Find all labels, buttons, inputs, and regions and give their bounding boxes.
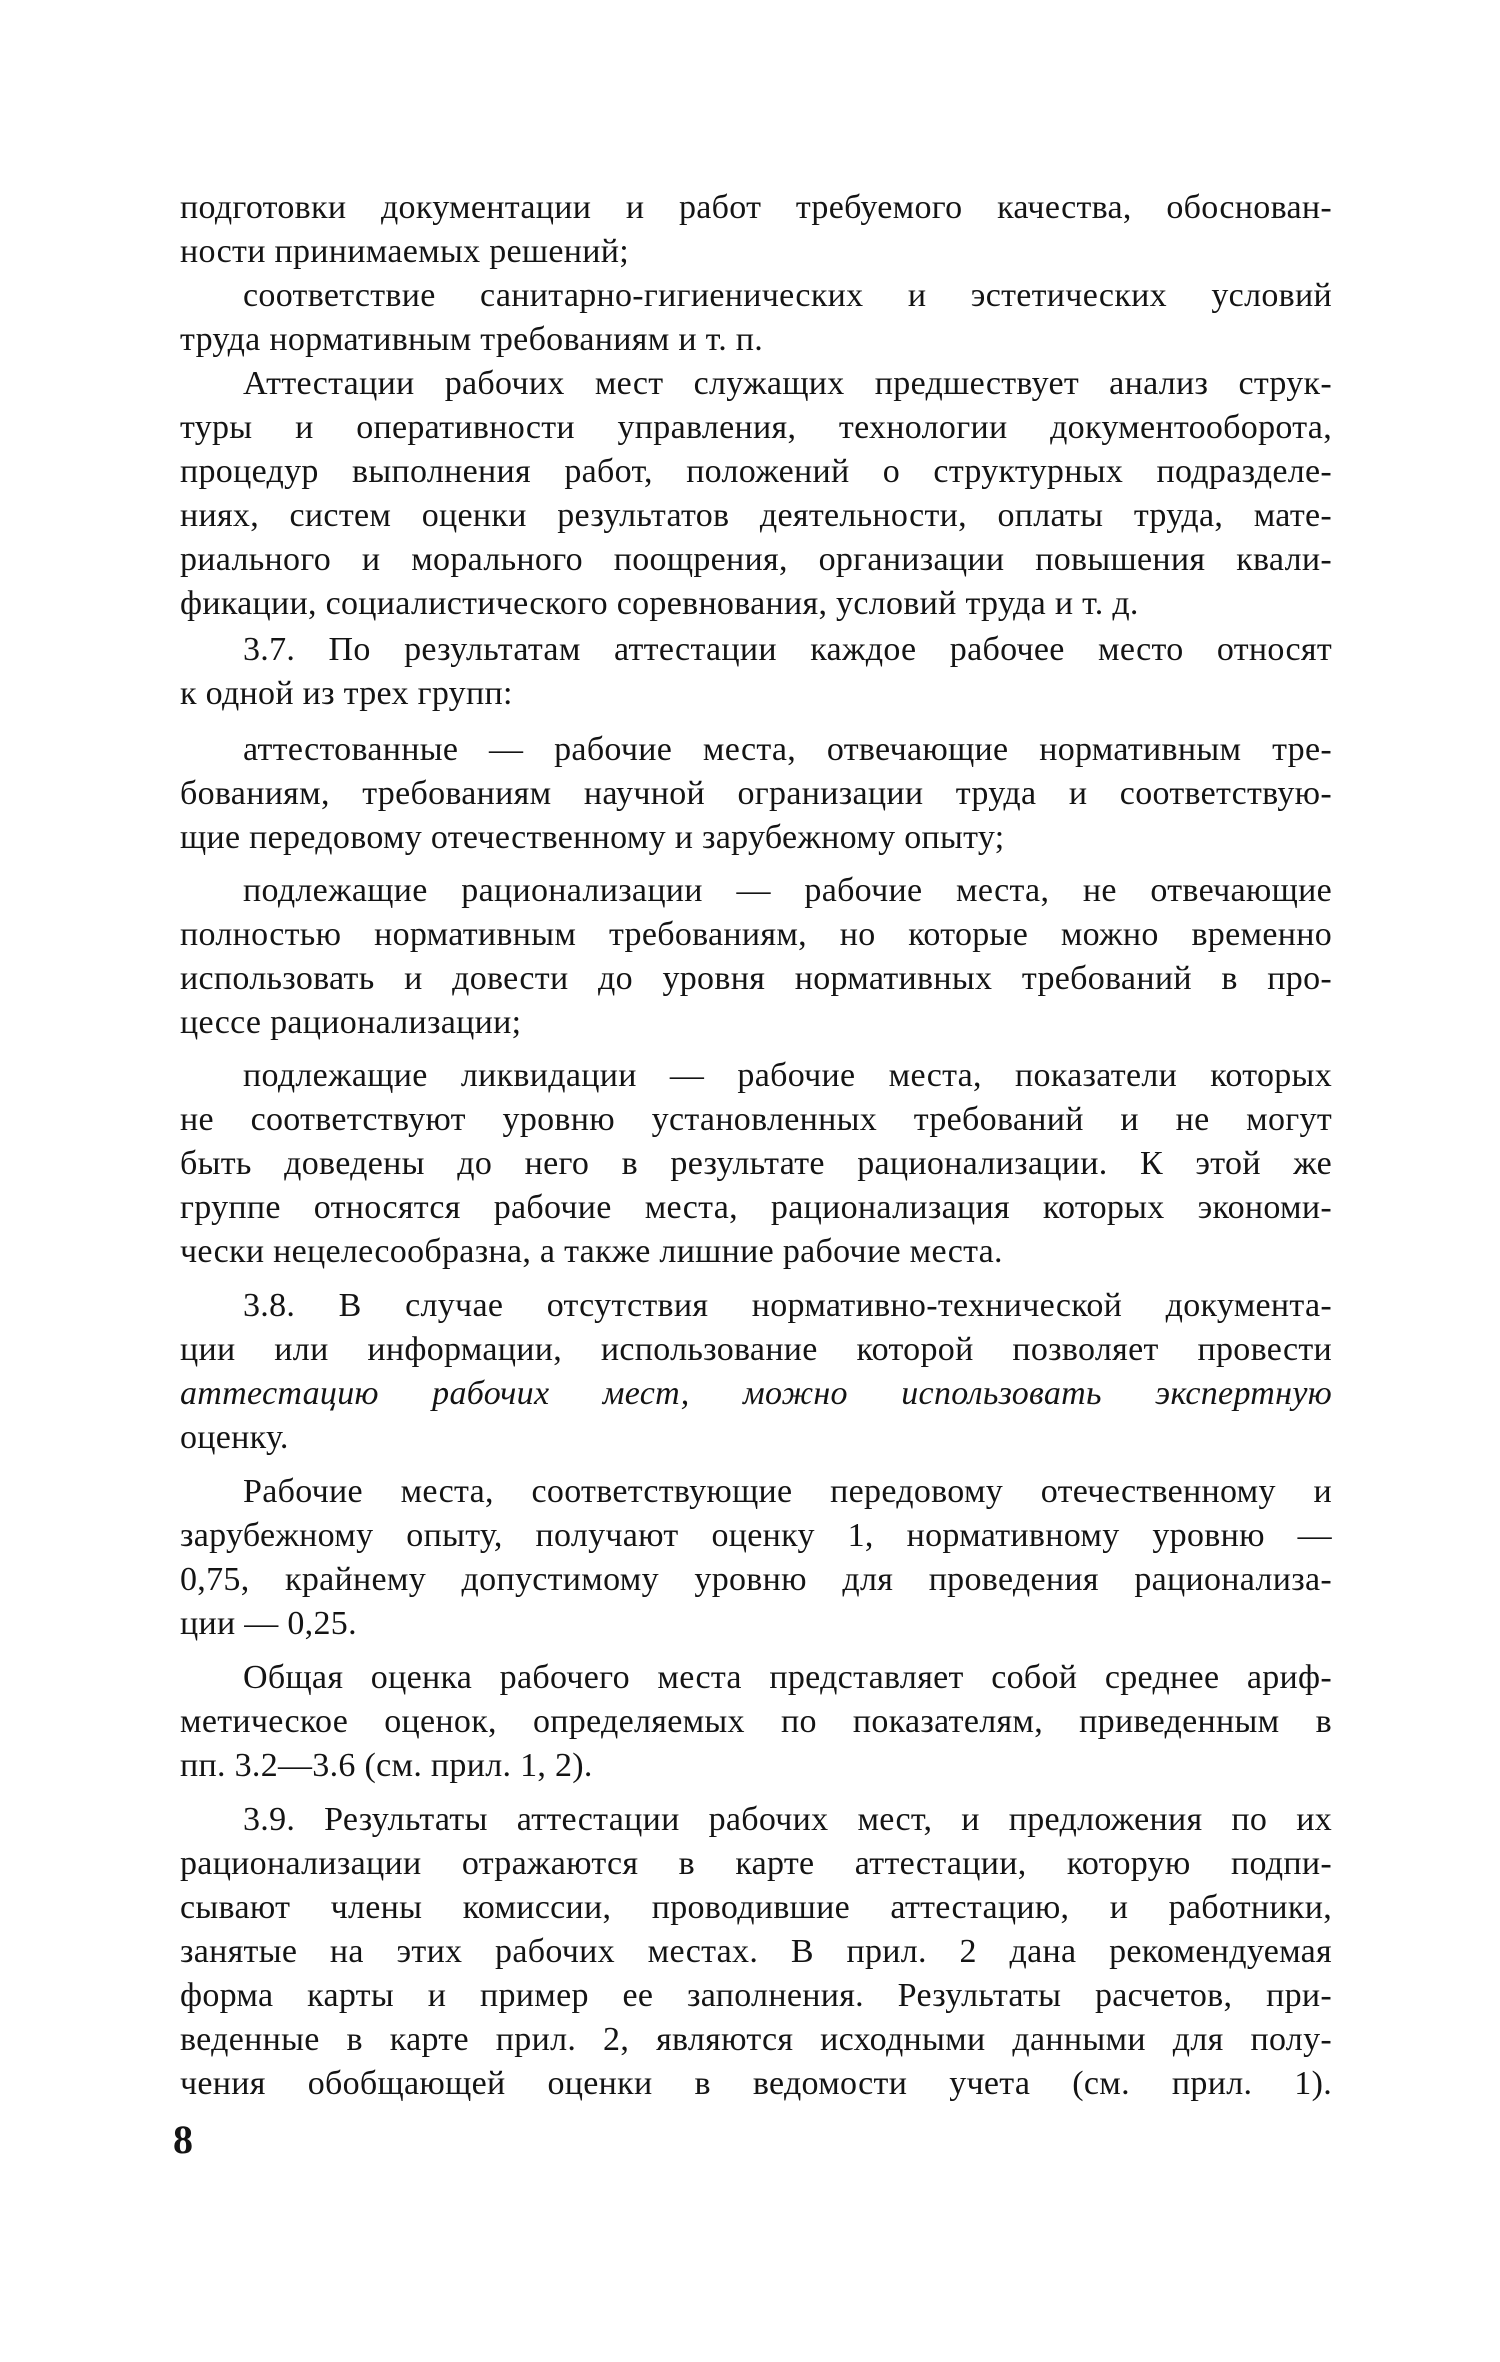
text-line: чески нецелесообразна, а также лишние рабочие места. xyxy=(180,1233,1003,1270)
text-line: не соответствуют уровню установленных требований и не могут xyxy=(180,1101,1332,1138)
page-number: 8 xyxy=(173,2117,193,2162)
text-line: использовать и довести до уровня нормативных требований в про- xyxy=(180,960,1332,997)
text-line: 3.9. Результаты аттестации рабочих мест, и предложения по их xyxy=(243,1801,1332,1838)
text-line: форма карты и пример ее заполнения. Результаты расчетов, при- xyxy=(180,1977,1332,2014)
text-line: аттестованные — рабочие места, отвечающие нормативным тре- xyxy=(243,731,1332,768)
text-line: риального и морального поощрения, организации повышения квали- xyxy=(180,541,1332,578)
text-line: цессе рационализации; xyxy=(180,1004,522,1041)
text-line: сывают члены комиссии, проводившие аттестацию, и работники, xyxy=(180,1889,1332,1926)
text-line: Аттестации рабочих мест служащих предшествует анализ струк- xyxy=(243,365,1332,402)
text-line: ции или информации, использование которой позволяет провести xyxy=(180,1331,1332,1368)
text-line: занятые на этих рабочих местах. В прил. 2 дана рекомендуемая xyxy=(180,1933,1332,1970)
text-line: 3.7. По результатам аттестации каждое рабочее место относят xyxy=(243,631,1332,668)
text-line: труда нормативным требованиям и т. п. xyxy=(180,321,764,358)
text-line: пп. 3.2—3.6 (см. прил. 1, 2). xyxy=(180,1747,593,1784)
text-line: фикации, социалистического соревнования, условий труда и т. д. xyxy=(180,585,1139,622)
text-line: метическое оценок, определяемых по показателям, приведенным в xyxy=(180,1703,1332,1740)
text-line: чения обобщающей оценки в ведомости учета (см. прил. 1). xyxy=(180,2065,1332,2102)
text-line: к одной из трех групп: xyxy=(180,675,513,712)
text-line: оценку. xyxy=(180,1419,289,1456)
text-line: зарубежному опыту, получают оценку 1, нормативному уровню — xyxy=(180,1517,1332,1554)
text-line: ности принимаемых решений; xyxy=(180,233,629,270)
text-line: туры и оперативности управления, технологии документооборота, xyxy=(180,409,1332,446)
text-line: быть доведены до него в результате рационализации. К этой же xyxy=(180,1145,1332,1182)
text-line: полностью нормативным требованиям, но которые можно временно xyxy=(180,916,1332,953)
text-line: Рабочие места, соответствующие передовому отечественному и xyxy=(243,1473,1332,1510)
text-line: веденные в карте прил. 2, являются исходными данными для полу- xyxy=(180,2021,1332,2058)
text-line: ниях, систем оценки результатов деятельности, оплаты труда, мате- xyxy=(180,497,1332,534)
text-line: рационализации отражаются в карте аттестации, которую подпи- xyxy=(180,1845,1332,1882)
text-line: аттестацию рабочих мест, можно использовать экспертную xyxy=(180,1375,1332,1412)
text-line: бованиям, требованиям научной огранизации труда и соответствую- xyxy=(180,775,1332,812)
text-line: щие передовому отечественному и зарубежному опыту; xyxy=(180,819,1005,856)
text-line: группе относятся рабочие места, рационализация которых экономи- xyxy=(180,1189,1332,1226)
text-line: соответствие санитарно-гигиенических и эстетических условий xyxy=(243,277,1332,314)
text-line: подлежащие ликвидации — рабочие места, показатели которых xyxy=(243,1057,1332,1094)
text-line: подлежащие рационализации — рабочие места, не отвечающие xyxy=(243,872,1332,909)
text-line: 3.8. В случае отсутствия нормативно-технической документа- xyxy=(243,1287,1332,1324)
text-line: подготовки документации и работ требуемого качества, обоснован- xyxy=(180,189,1332,226)
text-line: процедур выполнения работ, положений о структурных подразделе- xyxy=(180,453,1332,490)
text-line: 0,75, крайнему допустимому уровню для проведения рационализа- xyxy=(180,1561,1332,1598)
text-line: Общая оценка рабочего места представляет собой среднее ариф- xyxy=(243,1659,1332,1696)
text-line: ции — 0,25. xyxy=(180,1605,357,1642)
